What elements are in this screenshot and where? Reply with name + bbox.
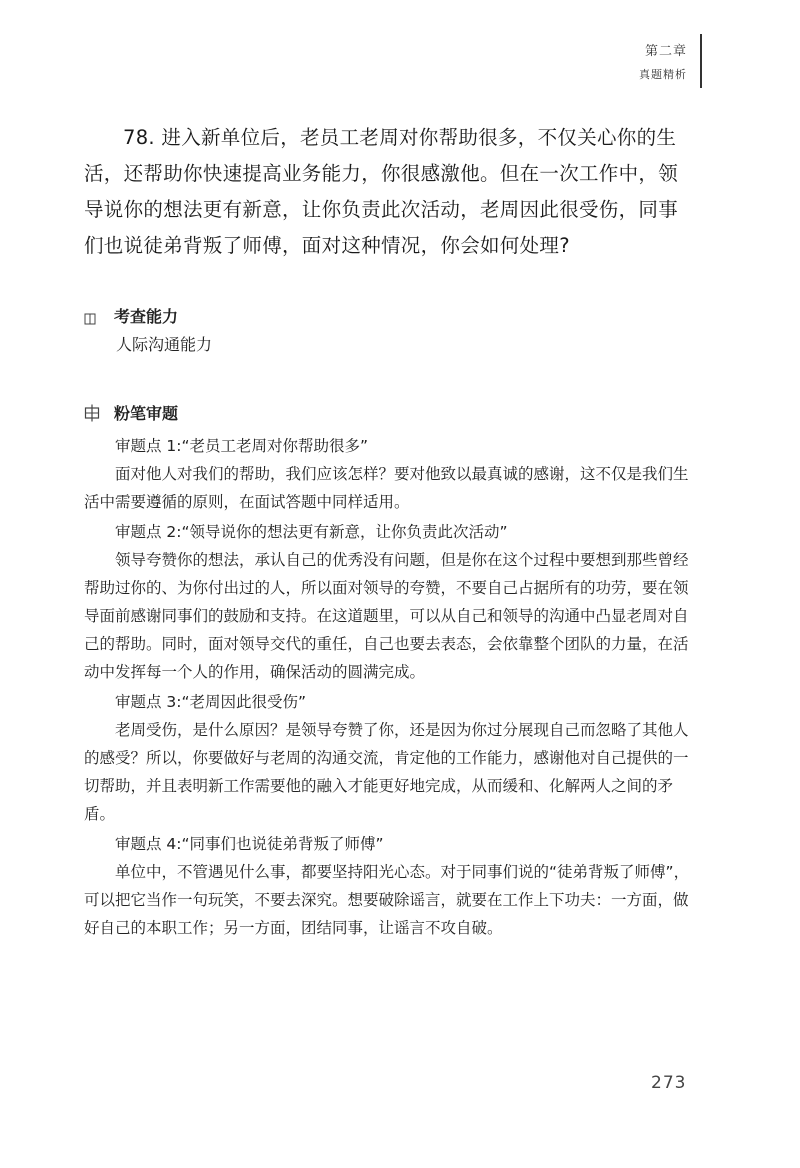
question-text: 78. 进入新单位后，老员工老周对你帮助很多，不仅关心你的生活，还帮助你快速提高业务能力，你很感激他。但在一次工作中，领导说你的想法更有新意，让你负责此次活动，老周因此很受伤，同事们也说徒弟背叛了师傅，面对这种情况，你会如何处理? xyxy=(84,126,679,257)
ability-content: 人际沟通能力 xyxy=(116,335,213,354)
review-point-title: 审题点 3:“老周因此很受伤” xyxy=(115,693,307,711)
ability-heading xyxy=(84,304,178,327)
chapter-subtitle: 真题精析 xyxy=(639,68,687,81)
review-heading-label: 粉笔审题 xyxy=(114,404,179,423)
page-number: 273 xyxy=(651,1073,687,1093)
review-point-title: 审题点 4:“同事们也说徒弟背叛了师傅” xyxy=(115,835,384,853)
review-point-body: 单位中，不管遇见什么事，都要坚持阳光心态。对于同事们说的“徒弟背叛了师傅”，可以把它当作一句玩笑，不要去深究。想要破除谣言，就要在工作上下功夫：一方面，做好自己的本职工作；另一方面，团结同事，让谣言不攻自破。 xyxy=(84,863,690,937)
review-heading xyxy=(84,401,178,424)
review-point-body: 领导夸赞你的想法，承认自己的优秀没有问题，但是你在这个过程中要想到那些曾经帮助过你的、为你付出过的人，所以面对领导的夸赞，不要自己占据所有的功劳，要在领导面前感谢同事们的鼓励和支持。在这道题里，可以从自己和领导的沟通中凸显老周对自己的帮助。同时，面对领导交代的重任，自己也要去表态，会依靠整个团队的力量，在活动中发挥每一个人的作用，确保活动的圆满完成。 xyxy=(84,551,689,681)
review-icon xyxy=(84,404,100,422)
chapter-title: 第二章 xyxy=(644,44,687,59)
header-divider xyxy=(700,34,702,88)
ability-heading-label: 考查能力 xyxy=(114,307,179,326)
review-point-body: 面对他人对我们的帮助，我们应该怎样？要对他致以最真诚的感谢，这不仅是我们生活中需要遵循的原则，在面试答题中同样适用。 xyxy=(84,465,689,511)
review-points xyxy=(84,430,692,942)
review-point-body: 老周受伤，是什么原因？是领导夸赞了你，还是因为你过分展现自己而忽略了其他人的感受？所以，你要做好与老周的沟通交流，肯定他的工作能力，感谢他对自己提供的一切帮助，并且表明新工作需要他的融入才能更好地完成，从而缓和、化解两人之间的矛盾。 xyxy=(84,721,689,823)
review-point-title: 审题点 1:“老员工老周对你帮助很多” xyxy=(115,437,369,455)
review-point-title: 审题点 2:“领导说你的想法更有新意，让你负责此次活动” xyxy=(115,523,508,541)
ability-icon xyxy=(84,310,96,322)
